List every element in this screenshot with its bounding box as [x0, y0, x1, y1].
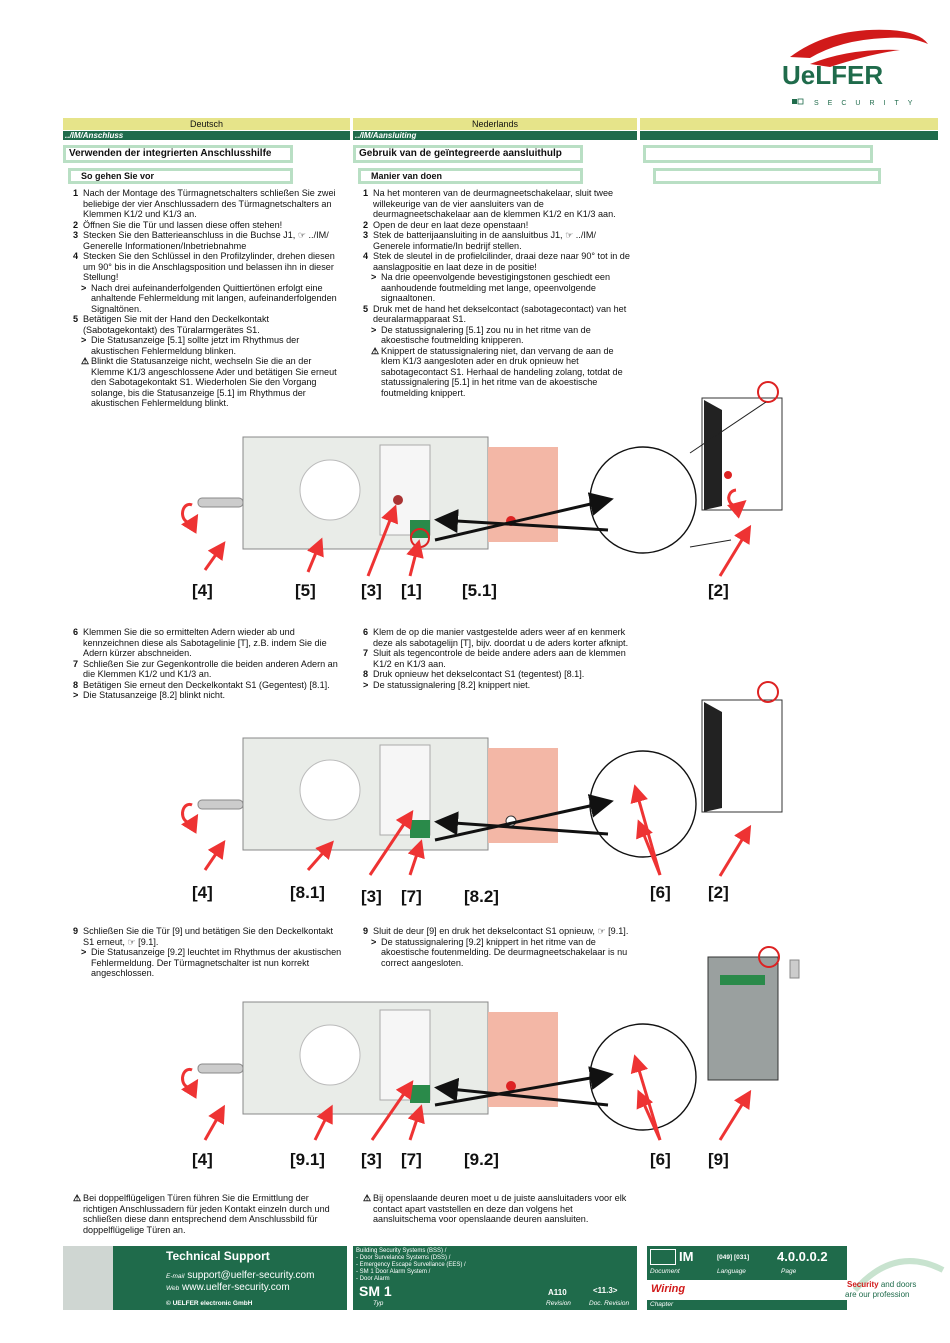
step-item: 4 Stek de sleutel in de profielcilinder, draai deze naar 90° tot in de aanslagpositie en laat deze in de positie! — [363, 251, 630, 272]
step-item: 2 Öffnen Sie die Tür und lassen diese offen stehen! — [73, 219, 283, 230]
d2-label-8-1: [8.1] — [290, 883, 325, 902]
de-subtitle: So gehen Sie vor — [68, 168, 293, 184]
step-item: 7 Sluit als tegencontrole de beide andere aders aan de klemmen K1/2 en K1/3 aan. — [363, 648, 626, 669]
step-item: ⚠ Blinkt die Statusanzeige nicht, wechseln Sie die an der Klemme K1/3 angeschlossene Ader und betätigen Sie erneut den Sabotagekontakt S1. Wiederholen Sie den Vorgang solange, bis die Statusanzeige [5.1] im Rhythmus der akustischen Fehlermeldung blinkt. — [81, 356, 337, 408]
chapter-value: Wiring — [651, 1283, 686, 1295]
step-item: > De statussignalering [5.1] zou nu in het ritme van de akoestische foutmelding knipperen. — [371, 324, 591, 345]
svg-text:UeLFER: UeLFER — [782, 60, 884, 90]
page-value: 4.0.0.0.2 — [777, 1249, 828, 1264]
col-de-path: ../IM/Anschluss — [63, 131, 350, 140]
step-item: 1 Na het monteren van de deurmagneetschakelaar, sluit twee willekeurige van de vier aansluiters van de deurmagneetschakelaar aan de klemmen K1/2 en K1/3 aan. — [363, 188, 616, 219]
typ-label: Typ — [373, 1300, 384, 1307]
step-item: 9 Schließen Sie die Tür [9] und betätigen Sie den Deckelkontakt S1 erneut, ☞ [9.1]. — [73, 926, 334, 947]
document-value: IM — [679, 1249, 694, 1264]
book-icon — [650, 1249, 676, 1265]
step-item: 1 Nach der Montage des Türmagnetschalters schließen Sie zwei beliebige der vier Anschlussadern des Türmagnetschalters an Klemmen K1/2 und K1/3 an. — [73, 188, 336, 219]
system-list: Building Security Systems (BSS) / - Door Survelance Systems (DSS) / - Emergency Escape Survellance (EES) / - SM 1 Door Alarm System / - Door Alarm — [356, 1248, 466, 1282]
d1-label-3: [3] — [361, 581, 382, 600]
nl-section-title: Gebruik van de geïntegreerde aansluithulp — [353, 145, 583, 163]
step-item: > Die Statusanzeige [8.2] blinkt nicht. — [73, 690, 226, 700]
step-item: > Na drie opeenvolgende bevestigingstonen geschiedt een aanhoudende foutmelding met lange, opeenvolgende signaaltonen. — [371, 272, 611, 303]
step-item: > De statussignalering [9.2] knippert in het ritme van de akoestische foutenmelding. De deurmagneetschakelaar is nu correct aangesloten. — [371, 936, 628, 968]
revision-value: A110 — [548, 1288, 567, 1297]
step-item: 5 Betätigen Sie mit der Hand den Deckelkontakt (Sabotagekontakt) des Türalarmgerätes S1. — [73, 314, 270, 335]
col-de-lang: Deutsch — [63, 118, 350, 130]
step-item: 2 Open de deur en laat deze openstaan! — [363, 219, 529, 230]
step-item: 4 Stecken Sie den Schlüssel in den Profilzylinder, drehen diesen um 90° bis in die Anschlagsposition und belassen ihn in dieser Stellung! — [73, 251, 335, 282]
step-item: 6 Klem de op die manier vastgestelde aders weer af en kenmerk deze als sabotagelijn [T], bijv. doordat u de aders korter afknipt. — [363, 627, 629, 648]
step-item: > De statussignalering [8.2] knippert niet. — [363, 679, 531, 690]
d3-label-9: [9] — [708, 1150, 729, 1169]
de-section-title: Verwenden der integrierten Anschlusshilfe — [63, 145, 293, 163]
page-label: Page — [781, 1268, 797, 1275]
col-nl-lang: Nederlands — [353, 118, 637, 130]
d3-label-4: [4] — [192, 1150, 213, 1169]
revision-label: Revision — [546, 1300, 571, 1307]
copyright: © UELFER electronic GmbH — [166, 1300, 253, 1307]
nl-note: ⚠ Bij openslaande deuren moet u de juiste aansluitaders voor elk contact apart vaststellen en deze dan volgens het aansluitschema voor openslaande deuren aansluiten. — [363, 1193, 627, 1224]
typ-value: SM 1 — [359, 1283, 392, 1299]
d2-label-8-2: [8.2] — [464, 887, 499, 906]
step-item: 6 Klemmen Sie die so ermittelten Adern wieder ab und kennzeichnen diese als Sabotagelinie [T], z.B. indem Sie die Adern kürzer abschneiden. — [73, 627, 327, 658]
footer-doc — [647, 1246, 847, 1310]
de-note: ⚠ Bei doppelflügeligen Türen führen Sie die Ermittlung der richtigen Anschlussadern für jeden Kontakt einzeln durch und schließen diese dann entsprechend dem Anschlussbild für doppelflügelige Türen an. — [73, 1193, 330, 1235]
d1-label-4: [4] — [192, 581, 213, 600]
d2-label-2: [2] — [708, 883, 729, 902]
language-value: [049] [031] — [717, 1254, 750, 1261]
d1-label-1: [1] — [401, 581, 422, 600]
step-item: 9 Sluit de deur [9] en druk het dekselcontact S1 opnieuw, ☞ [9.1]. — [363, 926, 629, 936]
nl-subtitle: Manier van doen — [358, 168, 583, 184]
step-item: ⚠ Knippert de statussignalering niet, dan vervang de aan de klem K1/3 aangesloten ader en druk opnieuw het sabotagecontact S1. Herhaal de handeling zolang, totdat de statussignalering [5.1] in het ritme van de akoestische foutmelding knippert. — [371, 345, 623, 398]
footer-system — [353, 1246, 637, 1310]
support-title: Technical Support — [166, 1249, 270, 1263]
step-item: 8 Betätigen Sie erneut den Deckelkontakt S1 (Gegentest) [8.1]. — [73, 679, 330, 690]
door-alarm-device-1 — [198, 437, 558, 549]
footer-support — [63, 1246, 347, 1310]
d1-label-2: [2] — [708, 581, 729, 600]
document-label: Document — [650, 1268, 680, 1275]
step-item: 5 Druk met de hand het dekselcontact (sabotagecontact) van het deuralarmapparaat S1. — [363, 303, 627, 324]
step-item: > Die Statusanzeige [5.1] sollte jetzt im Rhythmus der akustischen Fehlermeldung blinken. — [81, 335, 300, 356]
d3-label-7: [7] — [401, 1150, 422, 1169]
docrev-value: <11.3> — [593, 1286, 618, 1295]
chapter-label: Chapter — [650, 1301, 674, 1308]
d3-label-3: [3] — [361, 1150, 382, 1169]
docrev-label: Doc. Revision — [589, 1300, 630, 1307]
d1-label-5-1: [5.1] — [462, 581, 497, 600]
d3-label-9-1: [9.1] — [290, 1150, 325, 1169]
d3-label-6: [6] — [650, 1150, 671, 1169]
d2-label-7: [7] — [401, 887, 422, 906]
language-label: Language — [717, 1268, 746, 1275]
step-item: > Die Statusanzeige [9.2] leuchtet im Rhythmus der akustischen Fehlermeldung. Der Türmagnetschalter ist nun korrekt angeschlossen. — [81, 947, 342, 978]
d3-label-9-2: [9.2] — [464, 1150, 499, 1169]
support-photo — [63, 1246, 113, 1310]
step-item: 3 Stek de batterijaansluiting in de aansluitbus J1, ☞ ../IM/ Generele informatie/In bedrijf stellen. — [363, 230, 596, 251]
slogan: Security and doors are our profession — [845, 1250, 945, 1310]
d2-label-6: [6] — [650, 883, 671, 902]
step-item: > Nach drei aufeinanderfolgenden Quittiertönen erfolgt eine anhaltende Fehlermeldung mit langen, aufeinanderfolgenden Signaltönen. — [81, 282, 337, 314]
step-item: 8 Druk opnieuw het dekselcontact S1 (tegentest) [8.1]. — [363, 669, 585, 679]
step-item: 3 Stecken Sie den Batterieanschluss in die Buchse J1, ☞ ../IM/ Generelle Informationen/Inbetriebnahme — [73, 230, 329, 251]
support-email[interactable]: E-mail support@uelfer-security.com — [166, 1270, 315, 1281]
d1-label-5: [5] — [295, 581, 316, 600]
support-web[interactable]: Web www.uelfer-security.com — [166, 1282, 290, 1293]
d2-label-3: [3] — [361, 887, 382, 906]
col-nl-path: ../IM/Aansluiting — [353, 131, 637, 140]
step-item: 7 Schließen Sie zur Gegenkontrolle die beiden anderen Adern an die Klemmen K1/2 und K1/3 an. — [73, 658, 338, 679]
d2-label-4: [4] — [192, 883, 213, 902]
svg-text:SECURITY: SECURITY — [814, 100, 922, 107]
